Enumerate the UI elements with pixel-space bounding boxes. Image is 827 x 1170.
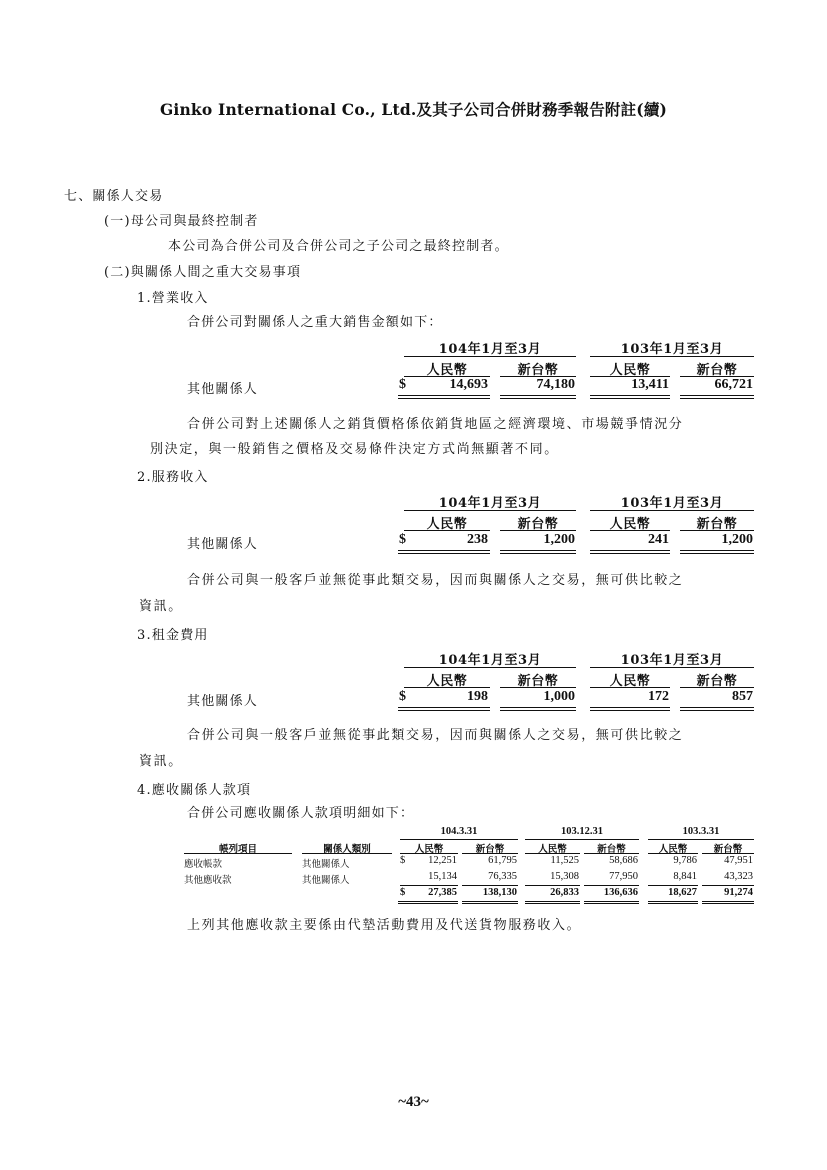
item4-total-v3: 26,833 [550,887,579,898]
item4-row1-v6: 47,951 [724,855,753,866]
item3-p1-ntd: 1,000 [543,689,575,704]
page-title: Ginko International Co., Ltd.及其子公司合併財務季報告附註(續) [159,100,668,119]
item2-p1-rmb: 238 [467,532,488,547]
subsection-text-1: 本公司為合併公司及合併公司之子公司之最終控制者。 [168,239,509,254]
item2-period-1: 104年1月至3月 [438,496,542,511]
item4-date-1: 104.3.31 [440,826,478,837]
item2-currency-symbol: $ [399,532,406,547]
item1-note-line2: 別決定，與一般銷售之價格及交易條件決定方式尚無顯著不同。 [150,442,559,457]
item1-row-label: 其他關係人 [187,382,259,397]
item2-row-label: 其他關係人 [187,537,259,552]
item4-date-3: 103.3.31 [682,826,720,837]
item1-period-2: 103年1月至3月 [620,342,724,357]
item4-note: 上列其他應收款主要係由代墊活動費用及代送貨物服務收入。 [187,918,582,933]
item1-p2-ntd: 66,721 [714,377,753,392]
item1-heading: 1.營業收入 [137,291,209,306]
item2-rmb-header-2: 人民幣 [609,517,651,532]
item3-note-line1: 合併公司與一般客戶並無從事此類交易，因而與關係人之交易，無可供比較之 [187,728,684,743]
item4-total-v5: 18,627 [668,887,697,898]
item1-ntd-header: 新台幣 [517,363,559,378]
item4-total-v1: 27,385 [428,887,457,898]
item2-ntd-header: 新台幣 [517,517,559,532]
item2-p2-rmb: 241 [648,532,669,547]
item2-heading: 2.服務收入 [137,470,209,485]
section-heading: 七、關係人交易 [64,189,164,204]
item3-period-1: 104年1月至3月 [438,653,542,668]
item4-total-v4: 136,636 [603,887,638,898]
item3-currency-symbol: $ [399,689,406,704]
item2-note-line1: 合併公司與一般客戶並無從事此類交易，因而與關係人之交易，無可供比較之 [187,573,684,588]
item3-ntd-header-2: 新台幣 [696,674,738,689]
item4-row2-type: 其他關係人 [302,875,350,886]
item1-period-1: 104年1月至3月 [438,342,542,357]
item4-row2-v2: 76,335 [488,871,517,882]
item3-note-line2: 資訊。 [139,754,183,769]
item4-row1-v5: 9,786 [673,855,697,866]
item1-p1-rmb: 14,693 [449,377,488,392]
item1-rmb-header-2: 人民幣 [609,363,651,378]
item2-rmb-header: 人民幣 [426,517,468,532]
item4-ntd-h1: 新台幣 [475,844,505,855]
item2-note-line2: 資訊。 [139,599,183,614]
item4-row2-v6: 43,323 [724,871,753,882]
item3-p2-rmb: 172 [648,689,669,704]
item4-rmb-h1: 人民幣 [414,844,444,855]
item4-row1-type: 其他關係人 [302,859,350,870]
page-number: ~43~ [398,1094,429,1110]
item4-col-type: 關係人類別 [323,844,371,855]
item4-heading: 4.應收關係人款項 [137,783,252,798]
item3-heading: 3.租金費用 [137,628,209,643]
item3-rmb-header: 人民幣 [426,674,468,689]
item3-rmb-header-2: 人民幣 [609,674,651,689]
subsection-heading-2: (二)與關係人間之重大交易事項 [104,265,302,280]
item4-ntd-h3: 新台幣 [713,844,743,855]
item4-row1-v4: 58,686 [609,855,638,866]
item1-intro: 合併公司對關係人之重大銷售金額如下： [187,315,443,330]
item3-period-2: 103年1月至3月 [620,653,724,668]
item1-ntd-header-2: 新台幣 [696,363,738,378]
item4-row2-v1: 15,134 [428,871,457,882]
item1-p1-ntd: 74,180 [536,377,575,392]
item4-row1-v1: 12,251 [428,855,457,866]
item3-ntd-header: 新台幣 [517,674,559,689]
item2-p2-ntd: 1,200 [721,532,753,547]
item4-row1-v3: 11,525 [550,855,579,866]
item4-row2-account: 其他應收款 [184,875,232,886]
item2-p1-ntd: 1,200 [543,532,575,547]
item1-rmb-header: 人民幣 [426,363,468,378]
item4-row1-v2: 61,795 [488,855,517,866]
item4-row2-v4: 77,950 [609,871,638,882]
item4-date-2: 103.12.31 [561,826,603,837]
item4-row1-currency-symbol: $ [400,855,406,866]
item3-p1-rmb: 198 [467,689,488,704]
item3-p2-ntd: 857 [732,689,753,704]
item4-col-account: 帳列項目 [218,844,257,855]
item4-total-v2: 138,130 [482,887,517,898]
item2-ntd-header-2: 新台幣 [696,517,738,532]
item1-p2-rmb: 13,411 [631,377,669,392]
item4-total-v6: 91,274 [724,887,753,898]
item4-rmb-h2: 人民幣 [538,844,567,855]
item4-row2-v3: 15,308 [550,871,579,882]
item4-row2-v5: 8,841 [673,871,697,882]
item3-row-label: 其他關係人 [187,694,259,709]
item2-period-2: 103年1月至3月 [620,496,724,511]
item4-total-currency-symbol: $ [400,887,406,898]
subsection-heading-1: (一)母公司與最終控制者 [104,214,259,229]
item4-rmb-h3: 人民幣 [658,844,688,855]
item1-note-line1: 合併公司對上述關係人之銷貨價格係依銷貨地區之經濟環境、市場競爭情況分 [187,417,684,432]
item1-currency-symbol: $ [399,377,406,392]
item4-intro: 合併公司應收關係人款項明細如下： [187,806,415,821]
item4-row1-account: 應收帳款 [184,859,223,870]
item4-ntd-h2: 新台幣 [597,844,626,855]
